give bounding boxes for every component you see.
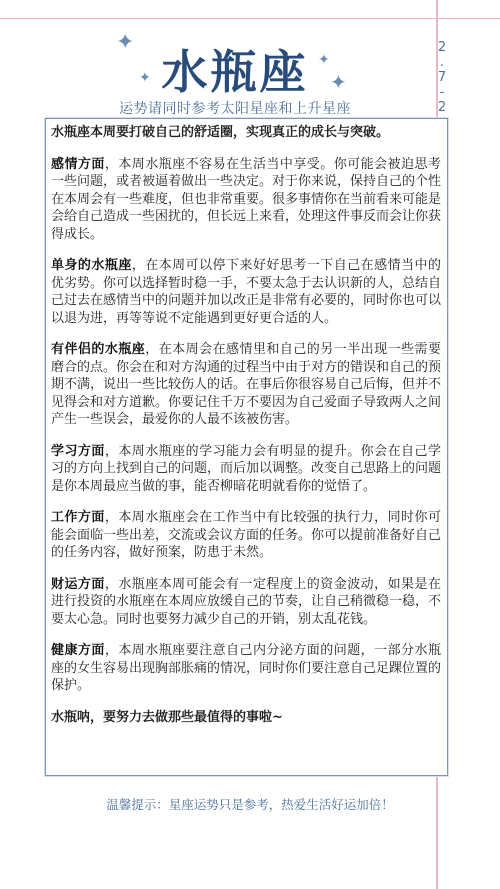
closing-text: 水瓶呐，要努力去做那些最值得的事啦~ <box>51 709 283 725</box>
footer-prefix: 温馨提示： <box>106 797 169 812</box>
sparkle-icon: ✦ <box>116 30 135 55</box>
section-label: 单身的水瓶座 <box>51 258 132 273</box>
section-label: 有伴侣的水瓶座 <box>51 342 146 357</box>
footer-tip <box>0 795 500 813</box>
page-subtitle: 运势请同时参考太阳星座和上升星座 <box>119 101 351 117</box>
section-love <box>51 156 441 244</box>
section-text: ，本周水瓶座不容易在生活当中享受。你可能会被迫思考一些问题，或者被逼着做出一些决定。对于你来说，保持自己的个性在本周会有一些难度，但也非常重要。很多事情你在当前看来可能是会给自己造成一些困扰的，但长远上来看，处理这件事反而会让你获得成长。 <box>51 156 442 242</box>
section-work <box>51 509 441 562</box>
sparkle-icon: ✦ <box>330 70 347 94</box>
section-label: 财运方面 <box>51 576 105 592</box>
section-label: 学习方面 <box>51 443 105 459</box>
section-label: 工作方面 <box>51 510 105 525</box>
section-partnered <box>51 341 441 429</box>
section-finance <box>51 576 441 629</box>
section-text: ，本周水瓶座要注意自己内分泌方面的问题，一部分水瓶座的女生容易出现胸部胀痛的情况，同时你们要注意自己足踝位置的保护。 <box>51 643 442 693</box>
section-health <box>51 642 441 695</box>
section-text: ，在本周会在感情里和自己的另一半出现一些需要磨合的点。你会在和对方沟通的过程当中由于对方的错误和自己的预期不满，说出一些比较伤人的话。在事后你很容易自己后悔，但并不见得会和对方道歉。你要记住千万不要因为自己爱面子导致两人之间产生一些误会，最爱你的人最不该被伤害。 <box>51 342 442 427</box>
section-text: ，本周水瓶座的学习能力会有明显的提升。你会在自己学习的方向上找到自己的问题，而后加以调整。改变自己思路上的问题是你本周最应当做的事，能否柳暗花明就看你的觉悟了。 <box>51 443 442 494</box>
section-single <box>51 257 441 327</box>
section-text: ，本周水瓶座会在工作当中有比较强的执行力，同时你可能会面临一些出差，交流或会议方面的任务。你可以提前准备好自己的任务内容，做好预案，防患于未然。 <box>51 510 442 560</box>
section-label: 感情方面 <box>51 156 105 172</box>
intro-text: 水瓶座本周要打破自己的舒适圈，实现真正的成长与突破。 <box>51 125 390 140</box>
sparkle-icon: ✦ <box>318 52 330 68</box>
footer-text: 星座运势只是参考，热爱生活好运加倍！ <box>168 797 394 812</box>
horoscope-content <box>51 124 441 740</box>
section-study <box>51 443 441 496</box>
page-title: 水瓶座 <box>161 45 309 99</box>
section-text: ，在本周可以停下来好好思考一下自己在感情当中的优劣势。你可以选择暂时稳一手，不要太急于去认识新的人，总结自己过去在感情当中的问题并加以改正是非常有必要的，同时你也可以以退为进，再等等说不定能遇到更好更合适的人。 <box>51 258 442 326</box>
sparkle-icon: ✦ <box>139 70 151 86</box>
section-text: ，水瓶座本周可能会有一定程度上的资金波动，如果是在进行投资的水瓶座在本周应放缓自己的节奏，让自己稍微稳一稳，不要太心急。同时也要努力减少自己的开销，别太乱花钱。 <box>51 576 442 627</box>
date-range: 2 . 7 - 2 <box>437 40 447 115</box>
top-edge-line <box>0 18 500 19</box>
section-label: 健康方面 <box>51 643 105 658</box>
